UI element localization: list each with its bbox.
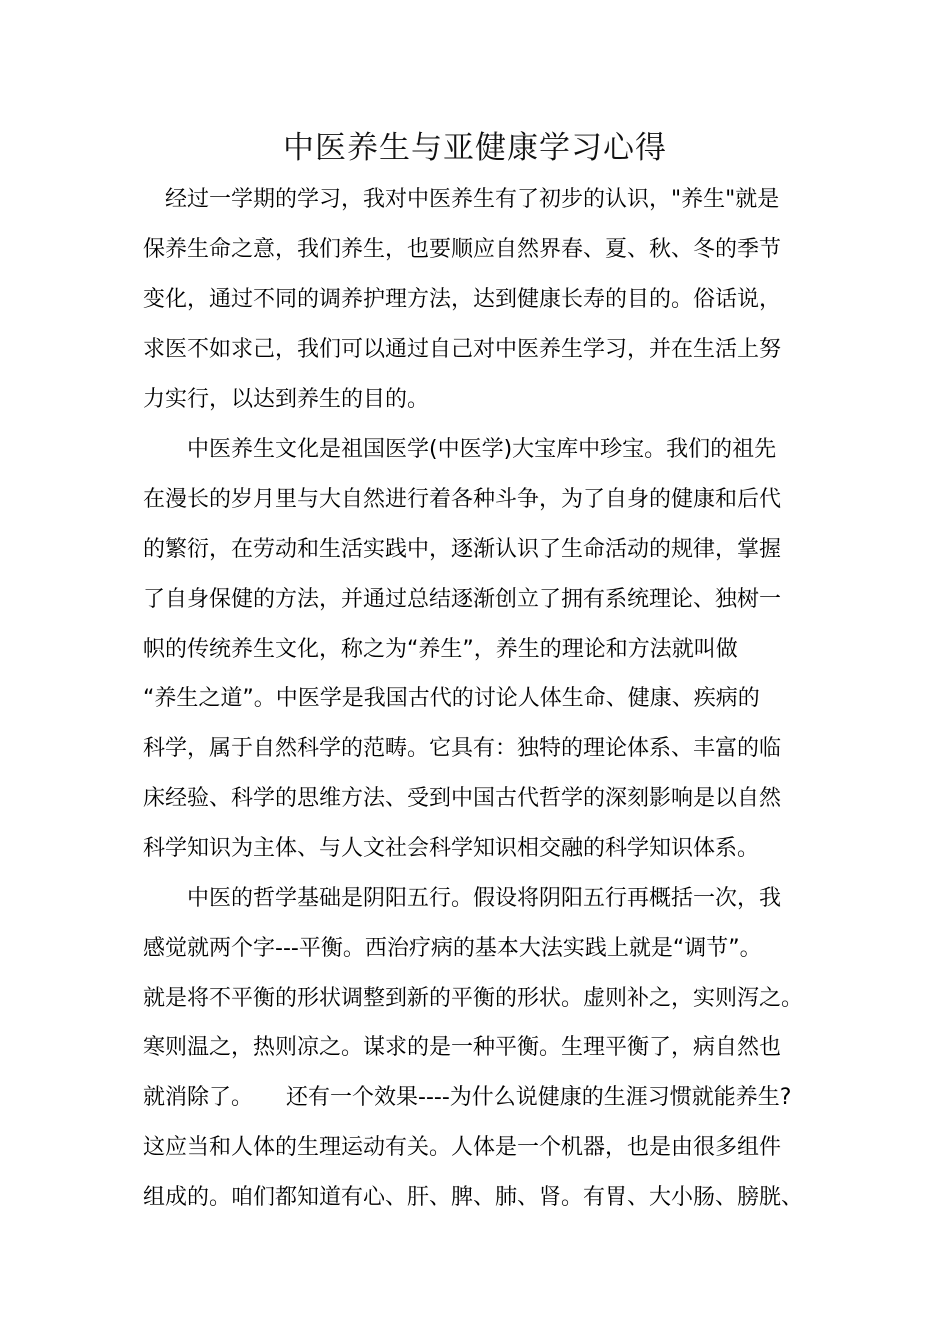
- text-line-16: 感觉就两个字---平衡。西治疗病的基本大法实践上就是“调节”。: [143, 936, 762, 961]
- text-line-1: 经过一学期的学习，我对中医养生有了初步的认识，"养生"就是: [143, 187, 780, 212]
- text-line-11: “养生之道”。中医学是我国古代的讨论人体生命、健康、疾病的: [143, 686, 760, 711]
- text-line-7: 在漫长的岁月里与大自然进行着各种斗争，为了自身的健康和后代: [143, 487, 782, 512]
- text-line-6: 中医养生文化是祖国医学(中医学)大宝库中珍宝。我们的祖先: [143, 437, 777, 462]
- text-line-4: 求医不如求己，我们可以通过自己对中医养生学习，并在生活上努: [143, 337, 782, 362]
- text-line-9: 了自身保健的方法，并通过总结逐渐创立了拥有系统理论、独树一: [143, 587, 782, 612]
- text-line-10: 帜的传统养生文化，称之为“养生”，养生的理论和方法就叫做: [143, 637, 738, 662]
- text-line-14: 科学知识为主体、与人文社会科学知识相交融的科学知识体系。: [143, 836, 760, 861]
- text-line-15: 中医的哲学基础是阴阳五行。假设将阴阳五行再概括一次，我: [143, 886, 782, 911]
- text-line-19: 就消除了。 还有一个效果----为什么说健康的生涯习惯就能养生?: [143, 1085, 792, 1110]
- text-line-13: 床经验、科学的思维方法、受到中国古代哲学的深刻影响是以自然: [143, 786, 782, 811]
- text-line-3: 变化，通过不同的调养护理方法，达到健康长寿的目的。俗话说，: [143, 287, 782, 312]
- text-line-17: 就是将不平衡的形状调整到新的平衡的形状。虚则补之，实则泻之。: [143, 986, 803, 1011]
- text-line-21: 组成的。咱们都知道有心、肝、脾、肺、肾。有胃、大小肠、膀胱、: [143, 1185, 803, 1210]
- document-title: 中医养生与亚健康学习心得: [283, 130, 667, 166]
- text-line-20: 这应当和人体的生理运动有关。人体是一个机器，也是由很多组件: [143, 1135, 782, 1160]
- text-line-8: 的繁衍，在劳动和生活实践中，逐渐认识了生命活动的规律，掌握: [143, 537, 782, 562]
- text-line-18: 寒则温之，热则凉之。谋求的是一种平衡。生理平衡了，病自然也: [143, 1035, 782, 1060]
- text-line-5: 力实行，以达到养生的目的。: [143, 387, 430, 412]
- text-line-2: 保养生命之意，我们养生，也要顺应自然界春、夏、秋、冬的季节: [143, 237, 782, 262]
- text-line-12: 科学，属于自然科学的范畴。它具有：独特的理论体系、丰富的临: [143, 736, 782, 761]
